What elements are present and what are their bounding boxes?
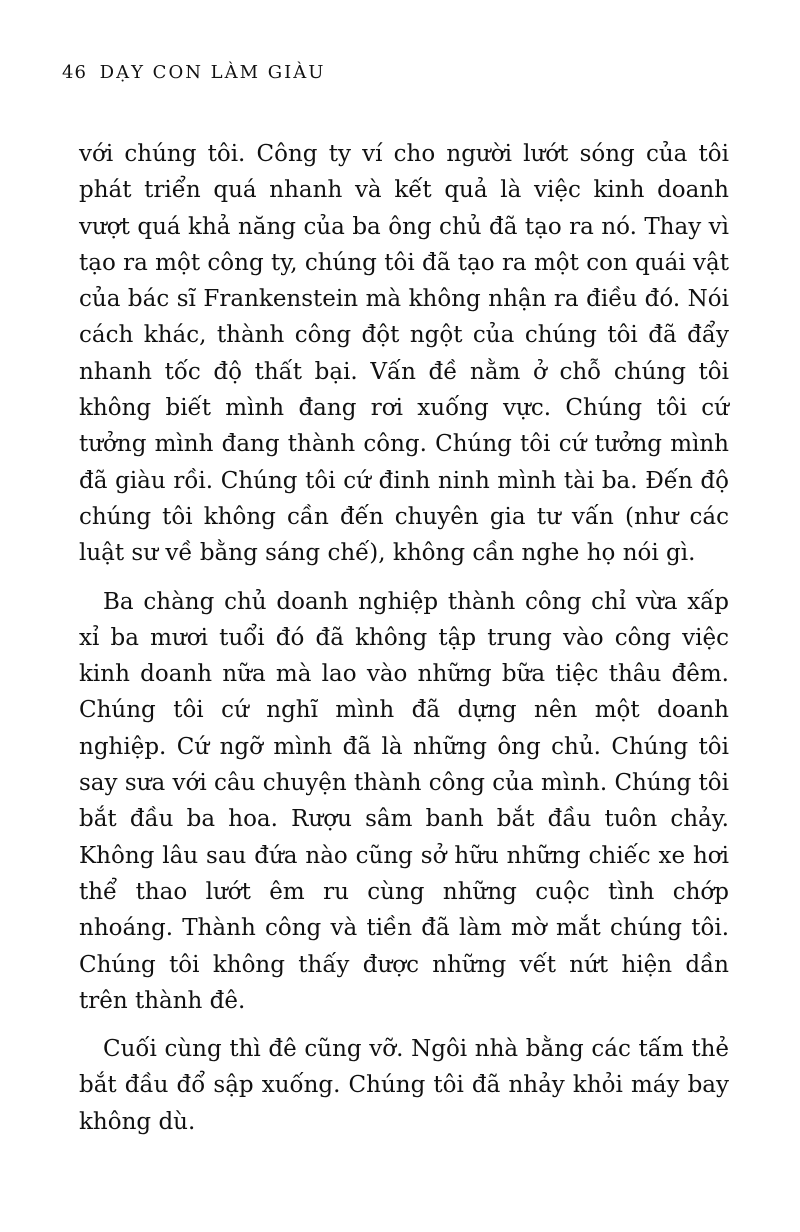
running-header (62, 62, 325, 84)
paragraph-2: Ba chàng chủ doanh nghiệp thành công chỉ vừa xấp xỉ ba mươi tuổi đó đã không tập trung vào công việc kinh doanh nữa mà lao vào những bữa tiệc thâu đêm. Chúng tôi cứ nghĩ mình đã dựng nên một doanh nghiệp. Cứ ngỡ mình đã là những ông chủ. Chúng tôi say sưa với câu chuyện thành công của mình. Chúng tôi bắt đầu ba hoa. Rượu sâm banh bắt đầu tuôn chảy. Không lâu sau đứa nào cũng sở hữu những chiếc xe hơi thể thao lướt êm ru cùng những cuộc tình chớp nhoáng. Thành công và tiền đã làm mờ mắt chúng tôi. Chúng tôi không thấy được những vết nứt hiện dần trên thành đê. (79, 588, 729, 1014)
book-title: DẠY CON LÀM GIÀU (99, 62, 326, 83)
body-text (79, 136, 729, 1140)
paragraph-3: Cuối cùng thì đê cũng vỡ. Ngôi nhà bằng các tấm thẻ bắt đầu đổ sập xuống. Chúng tôi đã nhảy khỏi máy bay không dù. (79, 1036, 729, 1135)
paragraph-1: với chúng tôi. Công ty ví cho người lướt sóng của tôi phát triển quá nhanh và kết quả là việc kinh doanh vượt quá khả năng của ba ông chủ đã tạo ra nó. Thay vì tạo ra một công ty, chúng tôi đã tạo ra một con quái vật của bác sĩ Frankenstein mà không nhận ra điều đó. Nói cách khác, thành công đột ngột của chúng tôi đã đẩy nhanh tốc độ thất bại. Vấn đề nằm ở chỗ chúng tôi không biết mình đang rơi xuống vực. Chúng tôi cứ tưởng mình đang thành công. Chúng tôi cứ tưởng mình đã giàu rồi. Chúng tôi cứ đinh ninh mình tài ba. Đến độ chúng tôi không cần đến chuyên gia tư vấn (như các luật sư về bằng sáng chế), không cần nghe họ nói gì. (79, 141, 729, 567)
page-number: 46 (62, 62, 87, 83)
